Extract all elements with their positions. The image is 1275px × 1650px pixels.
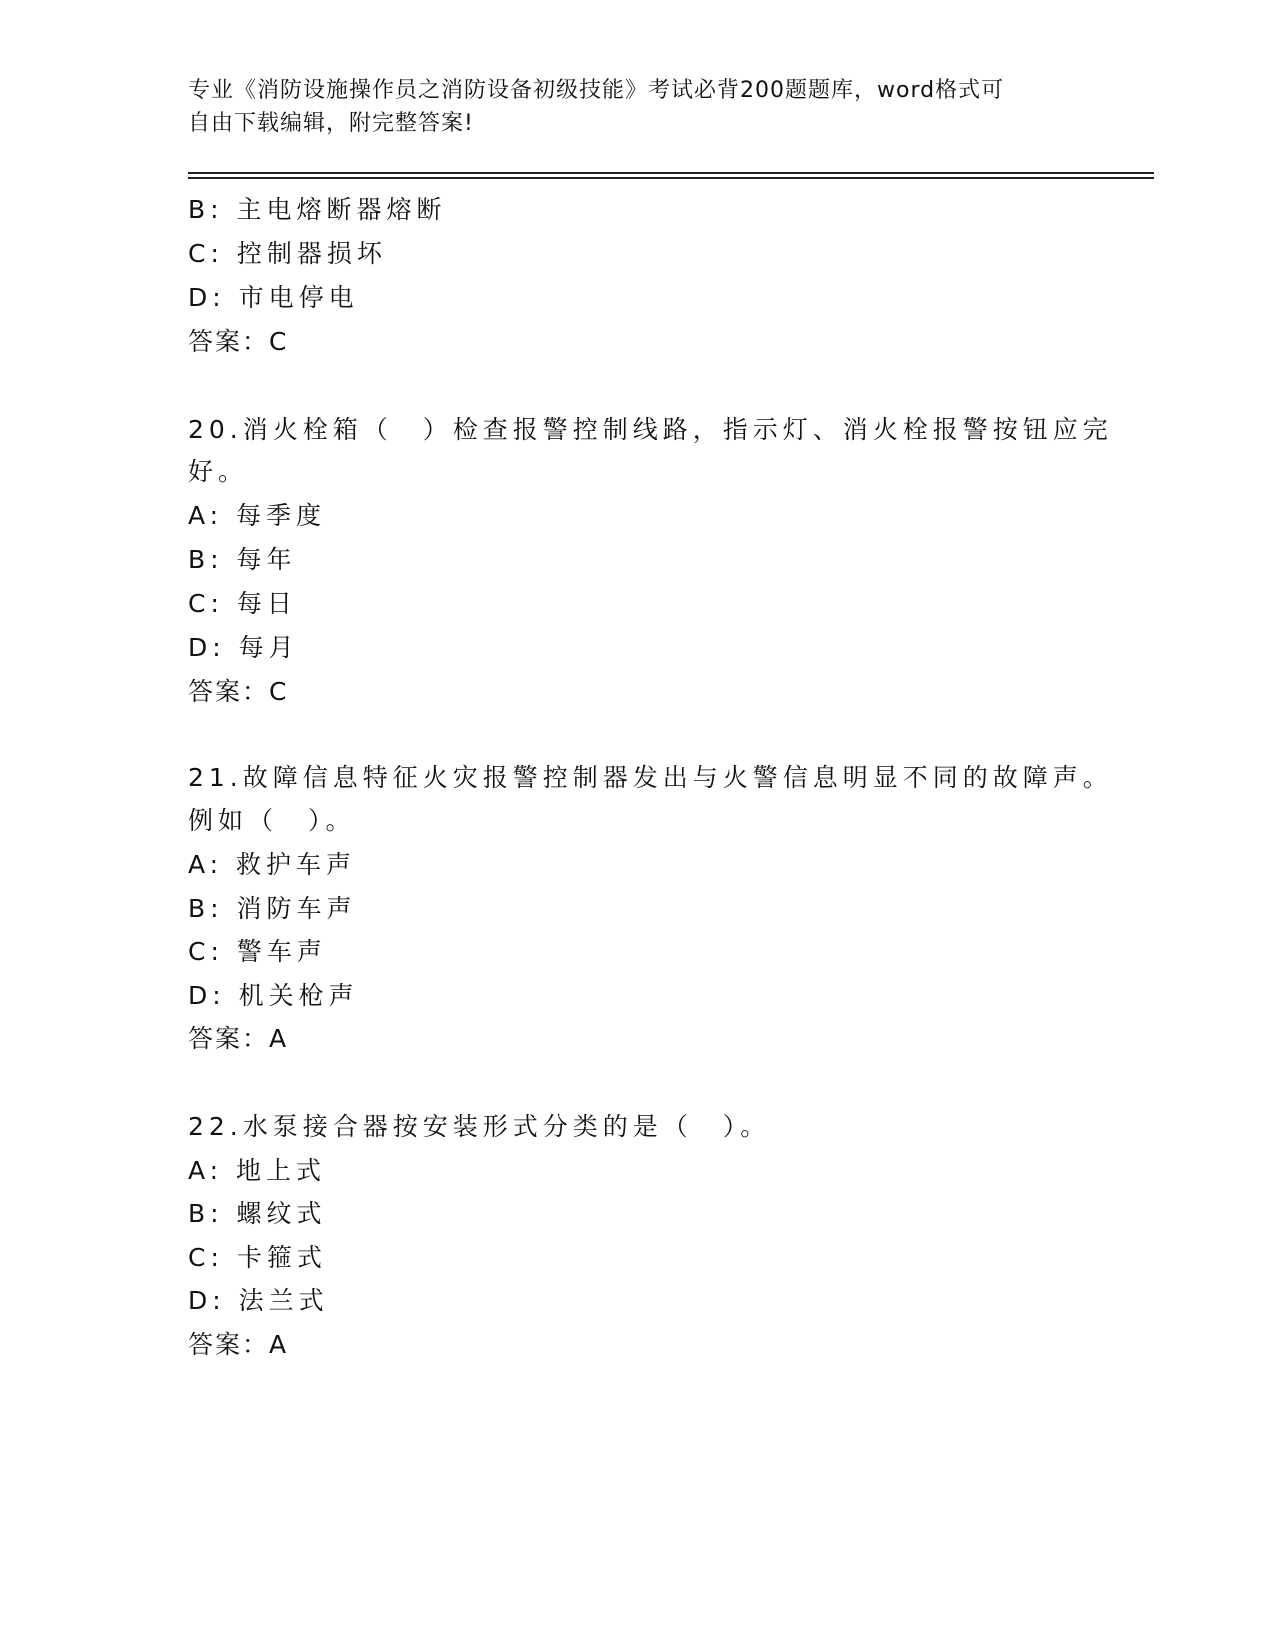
option-line: A: 每季度: [188, 501, 327, 530]
option-line: B: 主电熔断器熔断: [188, 195, 447, 224]
answer-line: 答案：A: [188, 1024, 289, 1053]
option-line: A: 救护车声: [188, 850, 357, 879]
answer-line: 答案：C: [188, 677, 289, 706]
question-stem: 21.故障信息特征火灾报警控制器发出与火警信息明显不同的故障声。: [188, 763, 1113, 792]
option-line: A: 地上式: [188, 1156, 327, 1185]
answer-line: 答案：C: [188, 327, 289, 356]
question-stem: 20.消火栓箱（ ）检查报警控制线路，指示灯、消火栓报警按钮应完: [188, 415, 1113, 444]
option-line: B: 螺纹式: [188, 1199, 327, 1228]
header-divider-bottom: [188, 177, 1154, 179]
question-stem: 22.水泵接合器按安装形式分类的是（ ）。: [188, 1112, 771, 1141]
option-line: D: 法兰式: [188, 1286, 329, 1315]
header-line-1: 专业《消防设施操作员之消防设备初级技能》考试必背200题题库，word格式可: [188, 78, 1005, 103]
option-line: C: 每日: [188, 589, 297, 618]
header-divider-top: [188, 172, 1154, 174]
option-line: C: 控制器损坏: [188, 239, 387, 268]
option-line: B: 消防车声: [188, 894, 357, 923]
option-line: D: 每月: [188, 633, 299, 662]
document-header: [188, 74, 1068, 140]
option-line: B: 每年: [188, 545, 297, 574]
option-line: D: 机关枪声: [188, 981, 359, 1010]
header-line-2: 自由下载编辑，附完整答案!: [188, 111, 474, 136]
question-stem-continued: 例如（ ）。: [188, 806, 356, 835]
question-stem-continued: 好。: [188, 457, 249, 486]
option-line: C: 卡箍式: [188, 1243, 327, 1272]
option-line: D: 市电停电: [188, 283, 359, 312]
option-line: C: 警车声: [188, 937, 327, 966]
answer-line: 答案：A: [188, 1330, 289, 1359]
